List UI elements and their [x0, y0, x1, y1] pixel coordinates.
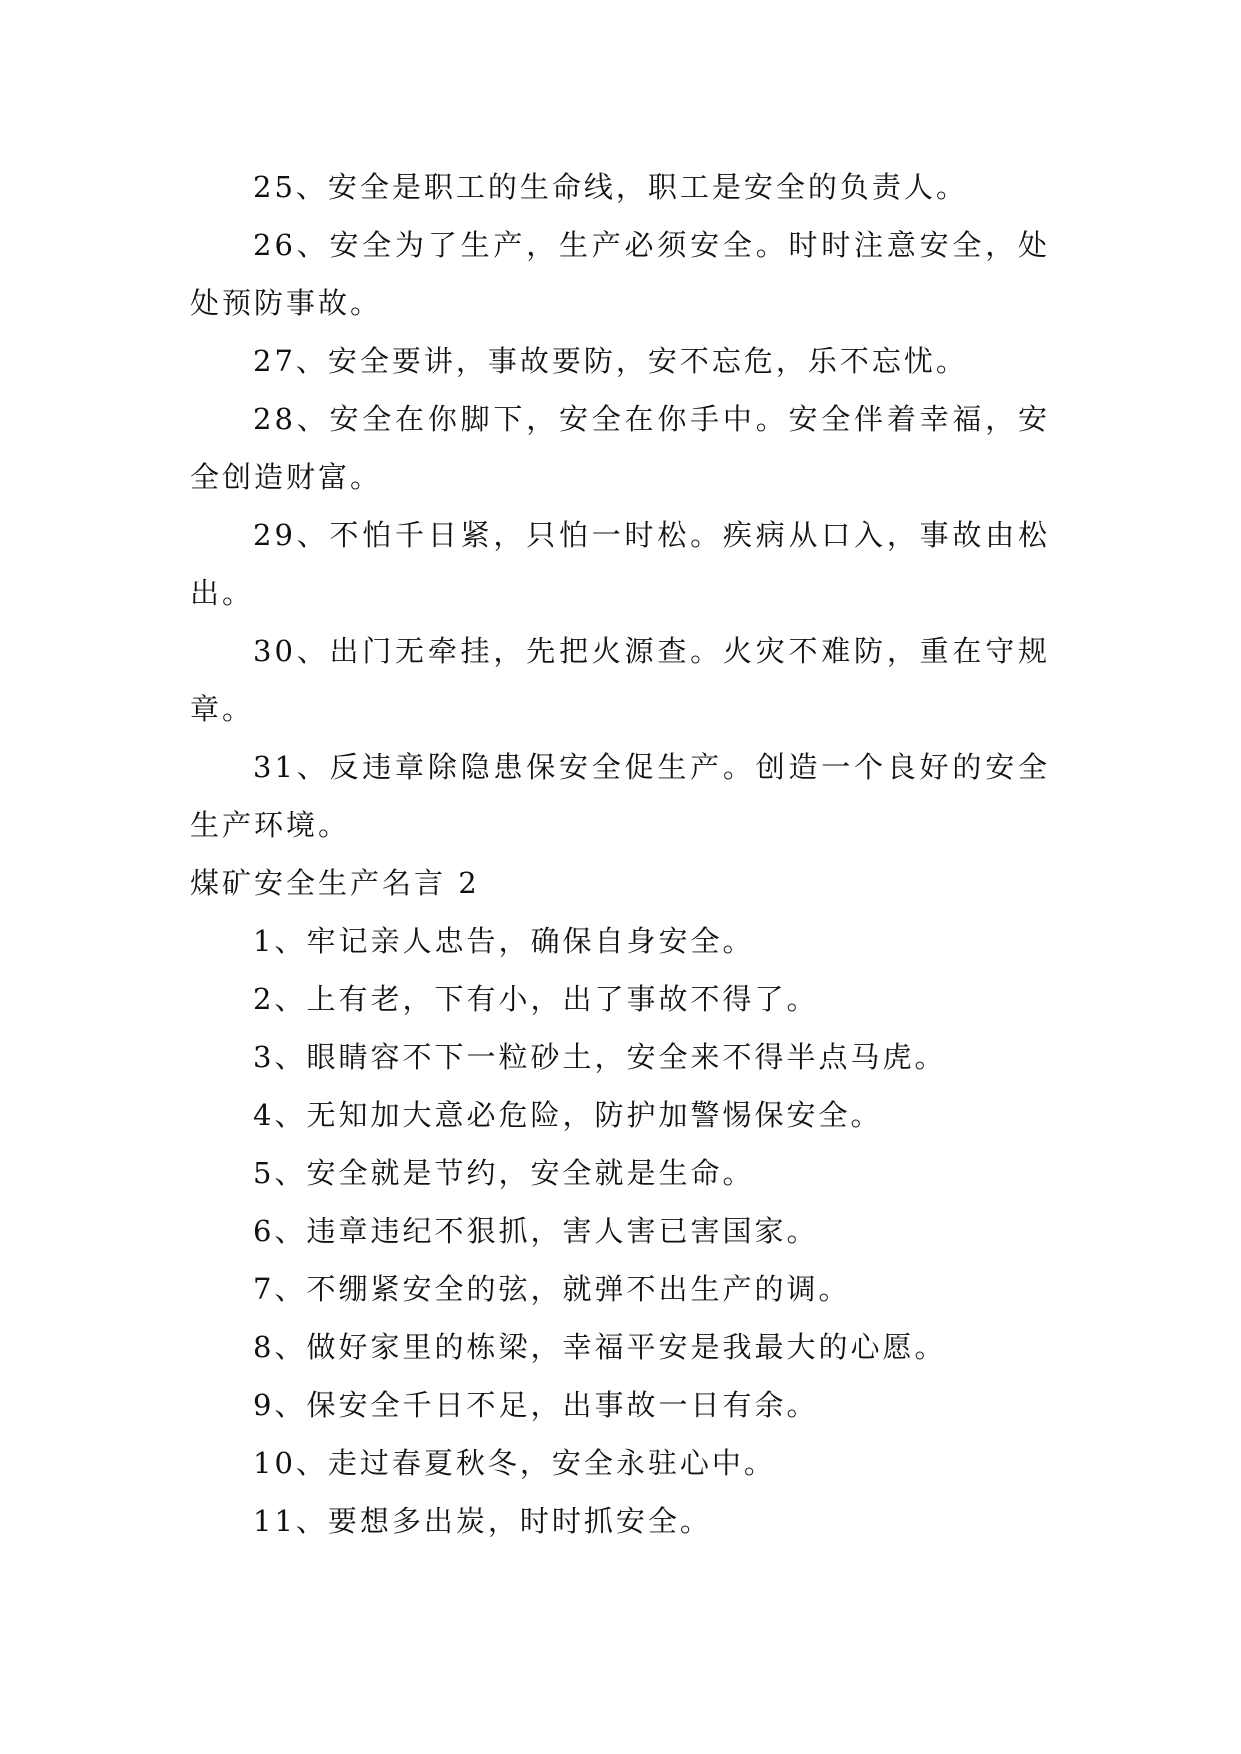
quote-item-3: 3、眼睛容不下一粒砂土，安全来不得半点马虎。	[253, 1040, 947, 1074]
quote-item-29: 29、不怕千日紧，只怕一时松。疾病从口入，事故由松出。	[190, 518, 1050, 610]
quote-item-10: 10、走过春夏秋冬，安全永驻心中。	[253, 1446, 776, 1480]
quote-item-25: 25、安全是职工的生命线，职工是安全的负责人。	[253, 170, 968, 204]
section-heading: 煤矿安全生产名言 2	[190, 866, 480, 900]
quote-item-11: 11、要想多出炭，时时抓安全。	[253, 1504, 712, 1538]
quote-item-27: 27、安全要讲，事故要防，安不忘危，乐不忘忧。	[253, 344, 968, 378]
quote-item-8: 8、做好家里的栋梁，幸福平安是我最大的心愿。	[253, 1330, 947, 1364]
document-body	[190, 158, 1050, 1550]
quote-item-26: 26、安全为了生产，生产必须安全。时时注意安全，处处预防事故。	[190, 228, 1050, 320]
quote-item-9: 9、保安全千日不足，出事故一日有余。	[253, 1388, 819, 1422]
quote-item-7: 7、不绷紧安全的弦，就弹不出生产的调。	[253, 1272, 851, 1306]
quote-item-2: 2、上有老，下有小，出了事故不得了。	[253, 982, 819, 1016]
quote-item-6: 6、违章违纪不狠抓，害人害已害国家。	[253, 1214, 819, 1248]
quote-item-5: 5、安全就是节约，安全就是生命。	[253, 1156, 755, 1190]
quote-item-28: 28、安全在你脚下，安全在你手中。安全伴着幸福，安全创造财富。	[190, 402, 1050, 494]
quote-item-4: 4、无知加大意必危险，防护加警惕保安全。	[253, 1098, 883, 1132]
quote-item-31: 31、反违章除隐患保安全促生产。创造一个良好的安全生产环境。	[190, 750, 1050, 842]
quote-item-30: 30、出门无牵挂，先把火源查。火灾不难防，重在守规章。	[190, 634, 1050, 726]
quote-item-1: 1、牢记亲人忠告，确保自身安全。	[253, 924, 755, 958]
